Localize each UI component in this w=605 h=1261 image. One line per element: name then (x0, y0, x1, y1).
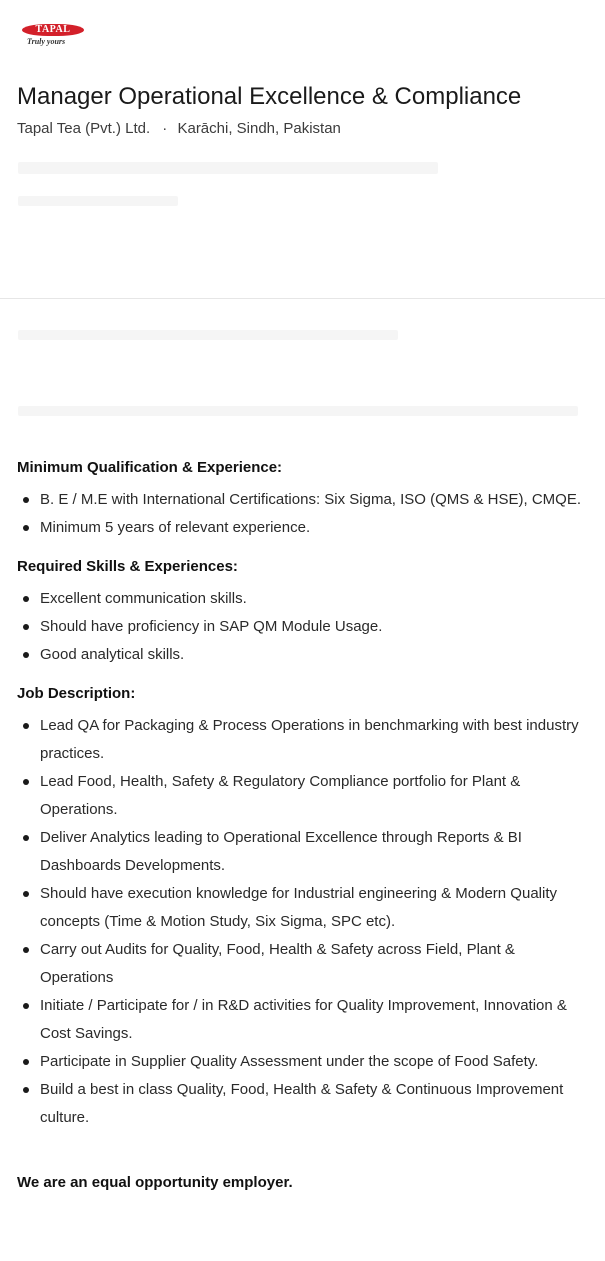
section-heading-job-description: Job Description: (17, 685, 136, 702)
bullet-dot-icon (23, 723, 29, 729)
list-item-text: Should have execution knowledge for Industrial engineering & Modern Quality concepts (Time & Motion Study, Six Sigma, SPC etc). (40, 885, 557, 930)
list-item (17, 992, 587, 1048)
bullet-dot-icon (23, 624, 29, 630)
bullet-dot-icon (23, 947, 29, 953)
list-item (17, 1048, 587, 1076)
list-item-text: Participate in Supplier Quality Assessment under the scope of Food Safety. (40, 1053, 539, 1070)
list-item-text: Good analytical skills. (40, 646, 185, 663)
skills-list (17, 585, 587, 669)
list-item-text: Minimum 5 years of relevant experience. (40, 519, 311, 536)
list-item (17, 880, 587, 936)
logo-wordmark: TAPAL (22, 24, 84, 36)
list-item (17, 712, 587, 768)
list-item-text: Lead QA for Packaging & Process Operations in benchmarking with best industry practices. (40, 717, 579, 762)
section-divider (0, 298, 605, 299)
list-item-text: Carry out Audits for Quality, Food, Health & Safety across Field, Plant & Operations (40, 941, 515, 986)
bullet-dot-icon (23, 1059, 29, 1065)
bullet-dot-icon (23, 652, 29, 658)
faint-placeholder-line (18, 196, 178, 206)
bullet-dot-icon (23, 525, 29, 531)
logo-tagline: Truly yours (27, 37, 66, 46)
list-item-text: Lead Food, Health, Safety & Regulatory Compliance portfolio for Plant & Operations. (40, 773, 521, 818)
list-item-text: B. E / M.E with International Certifications: Six Sigma, ISO (QMS & HSE), CMQE. (40, 491, 581, 508)
job-subline (17, 119, 341, 139)
company-logo[interactable] (22, 24, 86, 48)
list-item-text: Build a best in class Quality, Food, Health & Safety & Continuous Improvement culture. (40, 1081, 564, 1126)
separator-dot: · (162, 120, 168, 137)
list-item (17, 641, 587, 669)
list-item-text: Excellent communication skills. (40, 590, 247, 607)
list-item (17, 936, 587, 992)
list-item (17, 486, 587, 514)
bullet-dot-icon (23, 596, 29, 602)
equal-opportunity-statement: We are an equal opportunity employer. (17, 1174, 293, 1191)
section-heading-qualification: Minimum Qualification & Experience: (17, 459, 283, 476)
bullet-dot-icon (23, 1087, 29, 1093)
bullet-dot-icon (23, 1003, 29, 1009)
company-name-link[interactable]: Tapal Tea (Pvt.) Ltd. (17, 120, 151, 137)
list-item-text: Initiate / Participate for / in R&D activities for Quality Improvement, Innovation & Cost Savings. (40, 997, 567, 1042)
faint-placeholder-line (18, 162, 438, 174)
list-item (17, 613, 587, 641)
faint-placeholder-line (18, 406, 578, 416)
list-item (17, 514, 587, 542)
job-description (17, 457, 587, 1194)
list-item-text: Deliver Analytics leading to Operational Excellence through Reports & BI Dashboards Developments. (40, 829, 522, 874)
list-item (17, 824, 587, 880)
qualification-list (17, 486, 587, 542)
responsibilities-list (17, 712, 587, 1132)
bullet-dot-icon (23, 779, 29, 785)
list-item (17, 768, 587, 824)
faint-placeholder-line (18, 330, 398, 340)
list-item (17, 585, 587, 613)
bullet-dot-icon (23, 497, 29, 503)
list-item (17, 1076, 587, 1132)
bullet-dot-icon (23, 891, 29, 897)
bullet-dot-icon (23, 835, 29, 841)
job-location: Karāchi, Sindh, Pakistan (177, 120, 341, 137)
list-item-text: Should have proficiency in SAP QM Module Usage. (40, 618, 383, 635)
job-title: Manager Operational Excellence & Compliance (17, 83, 522, 110)
section-heading-skills: Required Skills & Experiences: (17, 558, 238, 575)
